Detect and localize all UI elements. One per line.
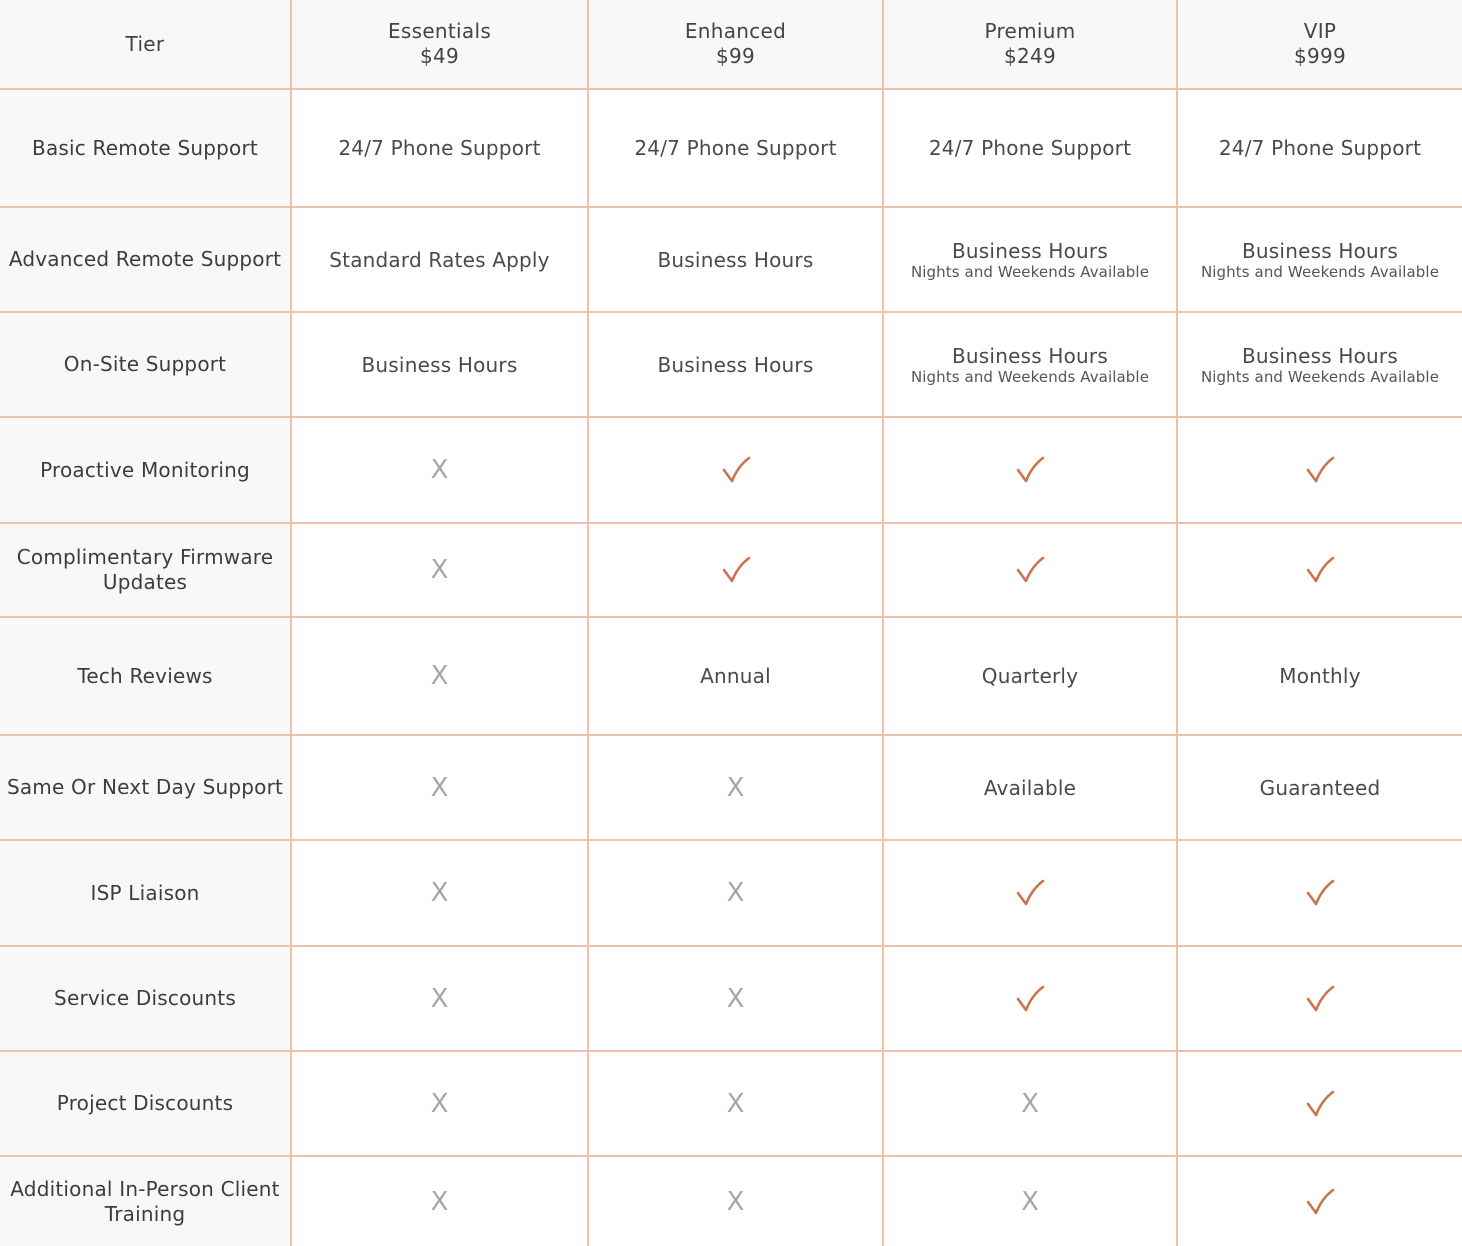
x-icon: X	[726, 983, 745, 1014]
feature-cell	[292, 736, 589, 841]
feature-cell	[1178, 1157, 1462, 1246]
check-icon	[721, 555, 751, 585]
check-icon	[1015, 555, 1045, 585]
feature-cell	[292, 524, 589, 618]
check-icon	[1305, 555, 1335, 585]
cell-note: Nights and Weekends Available	[1200, 262, 1440, 281]
feature-cell	[292, 1157, 589, 1246]
feature-cell	[589, 841, 884, 947]
cell-value: Quarterly	[981, 664, 1079, 688]
feature-cell	[884, 736, 1178, 841]
feature-cell	[884, 524, 1178, 618]
tier-header	[589, 0, 884, 90]
feature-name: Advanced Remote Support	[8, 247, 282, 271]
cell-value: 24/7 Phone Support	[338, 136, 541, 160]
feature-cell	[1178, 618, 1462, 736]
feature-cell	[292, 90, 589, 208]
tier-price: $999	[1293, 44, 1347, 68]
feature-cell	[292, 841, 589, 947]
cell-value: Monthly	[1279, 664, 1361, 688]
cell-value: Business Hours	[952, 343, 1108, 368]
x-icon: X	[1021, 1186, 1039, 1217]
x-icon: X	[726, 1088, 745, 1119]
feature-cell	[589, 1157, 884, 1246]
cell-value: Guaranteed	[1259, 775, 1381, 800]
feature-cell	[1178, 90, 1462, 208]
feature-label	[0, 1157, 292, 1246]
feature-label	[0, 618, 292, 736]
tier-name: Enhanced	[684, 19, 787, 43]
feature-name: Tech Reviews	[77, 663, 213, 688]
feature-cell	[1178, 736, 1462, 841]
cell-note: Nights and Weekends Available	[910, 367, 1150, 386]
feature-label	[0, 418, 292, 524]
x-icon: X	[430, 555, 449, 585]
feature-cell	[1178, 313, 1462, 418]
tier-header	[1178, 0, 1462, 90]
x-icon: X	[726, 772, 745, 803]
cell-value: 24/7 Phone Support	[634, 136, 837, 160]
feature-cell	[884, 947, 1178, 1052]
cell-value: Business Hours	[952, 238, 1108, 263]
feature-label	[0, 947, 292, 1052]
feature-cell	[589, 618, 884, 736]
feature-cell	[1178, 418, 1462, 524]
tier-price: $99	[715, 44, 756, 68]
feature-cell	[884, 618, 1178, 736]
tier-price: $249	[1003, 44, 1057, 68]
feature-cell	[884, 90, 1178, 208]
tier-label: Tier	[125, 31, 165, 56]
feature-cell	[884, 418, 1178, 524]
cell-value: Business Hours	[657, 247, 814, 272]
x-icon: X	[430, 1088, 449, 1119]
feature-name: Basic Remote Support	[32, 135, 258, 160]
cell-value: Annual	[700, 664, 771, 688]
feature-cell	[884, 313, 1178, 418]
check-icon	[1305, 1089, 1335, 1119]
feature-cell	[884, 841, 1178, 947]
cell-value: Standard Rates Apply	[329, 247, 550, 272]
feature-cell	[1178, 947, 1462, 1052]
check-icon	[1015, 455, 1045, 485]
feature-cell	[589, 313, 884, 418]
feature-cell	[292, 313, 589, 418]
feature-cell	[292, 947, 589, 1052]
cell-value: 24/7 Phone Support	[1218, 136, 1422, 160]
check-icon	[1305, 878, 1335, 908]
feature-name: ISP Liaison	[90, 880, 200, 905]
check-icon	[1305, 984, 1335, 1014]
feature-name: Service Discounts	[54, 986, 236, 1010]
cell-value: Available	[983, 775, 1077, 800]
feature-name: On-Site Support	[63, 352, 227, 376]
feature-label	[0, 90, 292, 208]
tier-price: $49	[419, 44, 460, 68]
x-icon: X	[430, 1186, 449, 1217]
feature-cell	[589, 947, 884, 1052]
check-icon	[1015, 984, 1045, 1014]
feature-name: Complimentary Firmware Updates	[16, 545, 274, 594]
x-icon: X	[430, 983, 449, 1014]
feature-cell	[589, 418, 884, 524]
cell-value: Business Hours	[1242, 343, 1398, 368]
feature-cell	[1178, 1052, 1462, 1157]
feature-cell	[884, 1052, 1178, 1157]
feature-cell	[292, 618, 589, 736]
feature-label	[0, 208, 292, 313]
header-tier-label	[0, 0, 292, 90]
feature-cell	[1178, 841, 1462, 947]
feature-cell	[884, 1157, 1178, 1246]
feature-name: Same Or Next Day Support	[6, 775, 284, 799]
tier-name: Premium	[984, 19, 1076, 43]
cell-value: 24/7 Phone Support	[928, 136, 1132, 160]
feature-cell	[589, 736, 884, 841]
feature-label	[0, 313, 292, 418]
cell-value: Business Hours	[657, 352, 814, 377]
check-icon	[721, 455, 751, 485]
tier-header	[292, 0, 589, 90]
x-icon: X	[430, 878, 449, 908]
feature-cell	[1178, 524, 1462, 618]
cell-note: Nights and Weekends Available	[1200, 367, 1440, 386]
feature-label	[0, 841, 292, 947]
feature-cell	[292, 1052, 589, 1157]
check-icon	[1015, 878, 1045, 908]
check-icon	[1305, 1187, 1335, 1217]
feature-label	[0, 1052, 292, 1157]
x-icon: X	[430, 772, 449, 803]
cell-value: Business Hours	[361, 352, 518, 377]
feature-name: Project Discounts	[56, 1091, 234, 1115]
feature-cell	[292, 208, 589, 313]
check-icon	[1305, 455, 1335, 485]
tier-name: VIP	[1303, 19, 1337, 43]
x-icon: X	[430, 661, 449, 691]
feature-cell	[589, 90, 884, 208]
feature-cell	[292, 418, 589, 524]
x-icon: X	[726, 878, 745, 908]
feature-cell	[589, 524, 884, 618]
feature-label	[0, 736, 292, 841]
tier-name: Essentials	[387, 19, 492, 43]
feature-cell	[589, 1052, 884, 1157]
cell-value: Business Hours	[1242, 238, 1398, 263]
cell-note: Nights and Weekends Available	[910, 262, 1150, 281]
feature-name: Proactive Monitoring	[40, 457, 250, 482]
feature-name: Additional In-Person Client Training	[10, 1176, 280, 1226]
x-icon: X	[430, 455, 449, 485]
feature-cell	[1178, 208, 1462, 313]
feature-cell	[884, 208, 1178, 313]
x-icon: X	[726, 1186, 745, 1217]
x-icon: X	[1021, 1088, 1039, 1119]
feature-label	[0, 524, 292, 618]
feature-cell	[589, 208, 884, 313]
tier-header	[884, 0, 1178, 90]
